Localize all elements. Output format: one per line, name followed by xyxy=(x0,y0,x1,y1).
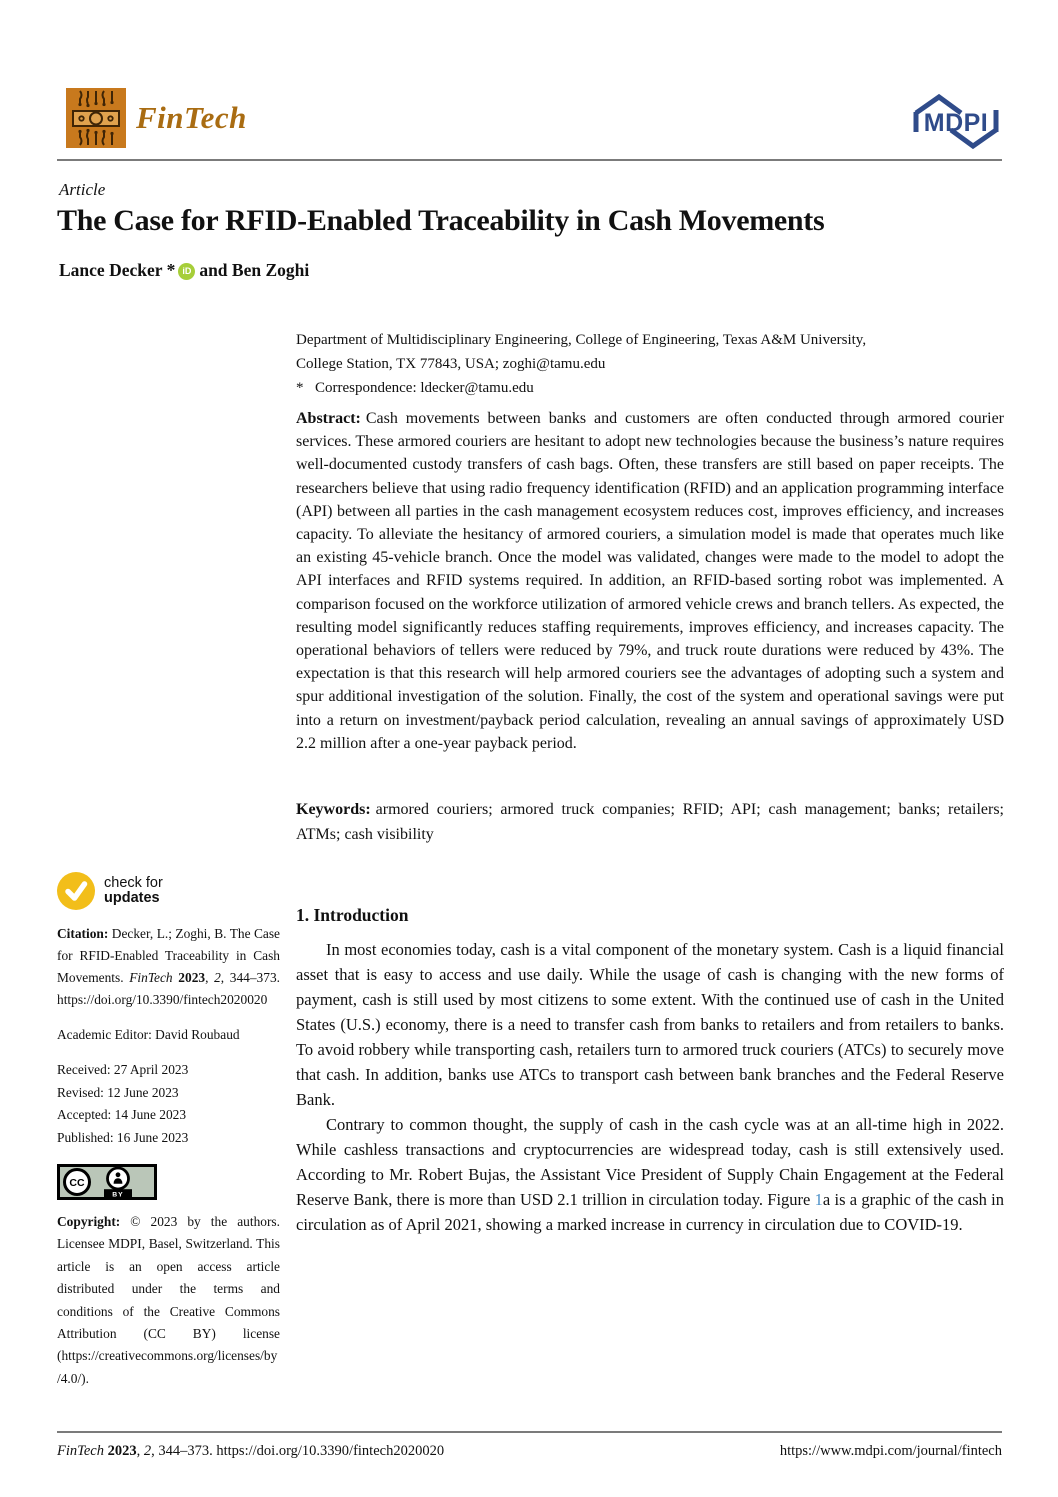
keywords-text: armored couriers; armored truck companies; RFID; API; cash management; banks; retailers; ATMs; cash visibility xyxy=(296,801,1004,843)
footer-divider xyxy=(57,1431,1002,1433)
keywords-label: Keywords: xyxy=(296,801,371,818)
journal-wordmark: FinTech xyxy=(136,100,247,135)
by-label: BY xyxy=(112,1191,124,1199)
fintech-logo-icon xyxy=(66,88,126,148)
main-column xyxy=(296,903,1004,1237)
check-for-updates-badge[interactable] xyxy=(57,872,280,910)
cc-by-badge[interactable] xyxy=(57,1164,157,1200)
footer-journal-url[interactable]: https://www.mdpi.com/journal/fintech xyxy=(779,1443,1002,1459)
abstract-text: Cash movements between banks and customers are often conducted through armored courier services. These armored couriers are hesitant to adopt new technologies because the business’s nature requires well-documented custody transfers of cash bags. Often, these transfers are still based on paper receipts. The researchers believe that using radio frequency identification (RFID) and an application programming interface (API) between all parties in the cash management ecosystem reduces cost, improves efficiency, and increases capacity. To alleviate the hesitancy of armored couriers, a simulation model is made that operates much like an existing 45-vehicle branch. Once the model was validated, changes were made to the model to adopt the API interfaces and RFID systems required. In addition, an RFID-based sorting robot was implemented. A comparison focused on the workforce utilization of armored vehicle crews and branch tellers. As expected, the resulting model significantly reduces staffing requirements, improves efficiency, and increases capacity. The operational behaviors of tellers were reduced by 79%, and truck route durations were reduced by 43%. The expectation is that this research will help armored couriers see the advantages of adopting such a system and spur additional investigation of the solution. Finally, the cost of the system and operational savings were put into a return on investment/payback period calculation, revealing an annual savings of approximately USD 2.2 million after a one-year payback period. xyxy=(296,410,1004,752)
citation-label: Citation: xyxy=(57,926,109,941)
date-accepted: Accepted: 14 June 2023 xyxy=(57,1107,187,1122)
intro-paragraph-1: In most economies today, cash is a vital component of the monetary system. Cash is a liquid financial asset that is easy to access and use daily. While the usage of cash is changing with the new forms of payment, cash is still used by most citizens to some extent. With the continued use of cash in the United States (U.S.) economy, there is a need to transfer cash from banks to retailers and from retailers to banks. To avoid robbery while transporting cash, retailers turn to armored truck couriers (ATCs) to securely move that cash. In addition, banks use ATCs to transport cash between bank branches and the Federal Reserve Bank. xyxy=(296,940,1004,1109)
correspondence-line xyxy=(296,376,1008,400)
date-published: Published: 16 June 2023 xyxy=(57,1129,189,1145)
intro-paragraph-2: Contrary to common thought, the supply of cash in the cash cycle was at an all-time high in 2022. While cashless transactions and cryptocurrencies are widespread today, cash is still extensively used. According to Mr. Robert Bujas, the Assistant Vice President of Supply Chain Engagement at the Federal Reserve Bank, there is more than USD 2.1 trillion in circulation today. Figure 1a is a graphic of the cash in circulation as of April 2021, showing a marked increase in currency in circulation due to COVID-19. xyxy=(296,1115,1004,1234)
footer-citation: FinTech 2023, 2, 344–373. https://doi.org/10.3390/fintech2020020 xyxy=(57,1443,445,1459)
affiliation-line-1: Department of Multidisciplinary Engineering, College of Engineering, Texas A&M University, xyxy=(296,332,867,348)
check-icon xyxy=(57,872,95,910)
mdpi-logo xyxy=(911,92,1001,150)
correspondence-text: Correspondence: ldecker@tamu.edu xyxy=(315,380,534,396)
author-names xyxy=(59,260,309,281)
section-heading-introduction: 1. Introduction xyxy=(296,905,409,925)
academic-editor: Academic Editor: David Roubaud xyxy=(57,1027,240,1042)
author-1: Lance Decker * xyxy=(59,260,176,280)
check-for-updates-label: check for updates xyxy=(104,875,163,906)
article-dates xyxy=(57,1059,280,1149)
copyright-label: Copyright: xyxy=(57,1214,121,1229)
article-type-label: Article xyxy=(59,180,106,199)
orcid-icon[interactable]: iD xyxy=(178,263,195,280)
correspondence-marker: * xyxy=(296,380,304,396)
author-2: and Ben Zoghi xyxy=(199,260,310,280)
footer-doi-link[interactable]: https://doi.org/10.3390/fintech2020020 xyxy=(216,1443,445,1459)
sidebar xyxy=(57,872,280,1390)
affiliation-line-2: College Station, TX 77843, USA; zoghi@tamu.edu xyxy=(296,356,606,372)
affiliation-block xyxy=(296,328,1008,400)
abstract-label: Abstract: xyxy=(296,410,361,427)
date-revised: Revised: 12 June 2023 xyxy=(57,1084,179,1100)
footer xyxy=(57,1443,1002,1460)
copyright: Copyright: © 2023 by the authors. Licensee MDPI, Basel, Switzerland. This article is an open access article distributed under the terms and conditions of the Creative Commons Attribution (CC BY) license (https://creativecommons.org/licenses/by/4.0/). xyxy=(57,1214,280,1386)
header-divider xyxy=(57,159,1002,161)
keywords-block xyxy=(296,797,1004,847)
page-title: The Case for RFID-Enabled Traceability in Cash Movements xyxy=(57,204,825,237)
date-received: Received: 27 April 2023 xyxy=(57,1062,189,1077)
mdpi-logo-text: MDPI xyxy=(923,109,989,137)
cc-text: CC xyxy=(69,1176,85,1189)
figure-1-link[interactable]: 1 xyxy=(814,1190,823,1209)
abstract-block xyxy=(296,407,1004,755)
citation-doi-link[interactable]: https://doi.org/10.3390/fintech2020020 xyxy=(57,992,268,1007)
citation: Citation: Decker, L.; Zoghi, B. The Case for RFID-Enabled Traceability in Cash Movements. FinTech 2023, 2, 344–373. https://doi.org/10.3390/fintech2020020 xyxy=(57,926,281,1007)
